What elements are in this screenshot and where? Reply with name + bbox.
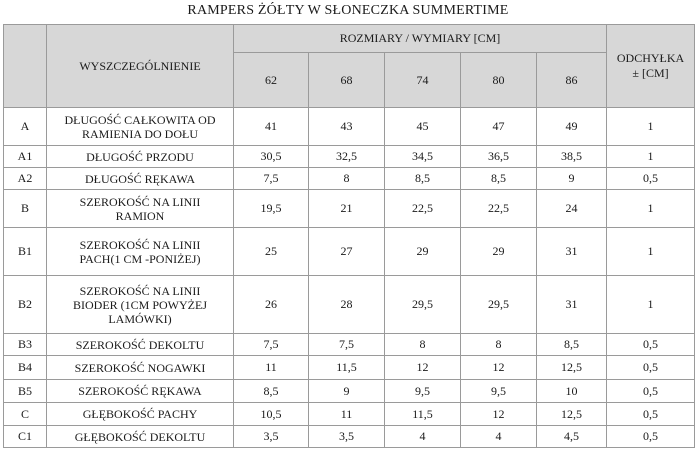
size-value-80: 8,5 [461,168,537,190]
size-value-62: 41 [234,108,309,146]
row-description [47,276,234,334]
row-description [47,228,234,276]
size-value-68: 28 [309,276,385,334]
row-code: B [4,190,47,228]
description-line: DŁUGOŚĆ CAŁKOWITA OD [64,112,216,127]
row-code: B3 [4,334,47,356]
row-code: B5 [4,380,47,403]
row-code: A2 [4,168,47,190]
table-row [4,334,695,356]
row-description [47,380,234,403]
row-tolerance: 1 [607,146,695,168]
row-code: C1 [4,426,47,448]
row-tolerance: 1 [607,108,695,146]
size-value-80: 29,5 [461,276,537,334]
size-value-68: 3,5 [309,426,385,448]
size-value-68: 9 [309,380,385,403]
table-row [4,276,695,334]
size-value-86: 31 [537,228,607,276]
size-header-86: 86 [537,53,607,108]
description-line: LAMÓWKI) [108,311,172,326]
table-row [4,108,695,146]
sizes-group-header: ROZMIARY / WYMIARY [CM] [234,25,607,53]
size-value-74: 22,5 [385,190,461,228]
size-value-86: 31 [537,276,607,334]
size-value-74: 34,5 [385,146,461,168]
table-row [4,190,695,228]
description-line: SZEROKOŚĆ NA LINII [79,237,201,252]
size-value-86: 9 [537,168,607,190]
size-value-62: 11 [234,356,309,380]
size-value-74: 4 [385,426,461,448]
size-header-68: 68 [309,53,385,108]
size-value-68: 27 [309,228,385,276]
size-value-74: 8,5 [385,168,461,190]
description-line: GŁĘBOKOŚĆ PACHY [82,407,198,421]
size-value-62: 7,5 [234,168,309,190]
row-tolerance: 1 [607,228,695,276]
table-row [4,426,695,448]
table-row [4,356,695,380]
row-description [47,356,234,380]
row-tolerance: 0,5 [607,168,695,190]
row-tolerance: 0,5 [607,380,695,403]
row-description [47,146,234,168]
size-value-80: 12 [461,403,537,426]
size-value-80: 9,5 [461,380,537,403]
tolerance-header-line1: ODCHYŁKA [616,51,685,65]
tolerance-column-header [607,25,695,108]
size-value-62: 19,5 [234,190,309,228]
size-header-80: 80 [461,53,537,108]
size-value-62: 25 [234,228,309,276]
size-value-86: 12,5 [537,403,607,426]
size-value-62: 30,5 [234,146,309,168]
size-value-74: 29 [385,228,461,276]
row-tolerance: 0,5 [607,426,695,448]
size-value-86: 38,5 [537,146,607,168]
description-line: SZEROKOŚĆ RĘKAWA [78,384,202,398]
row-description [47,108,234,146]
size-value-74: 12 [385,356,461,380]
size-table-body [4,108,695,448]
tolerance-header-line2: ± [CM] [632,66,669,80]
size-value-62: 8,5 [234,380,309,403]
row-tolerance: 1 [607,276,695,334]
description-line: SZEROKOŚĆ NA LINII [79,194,201,209]
size-value-62: 7,5 [234,334,309,356]
row-tolerance: 0,5 [607,356,695,380]
size-value-86: 12,5 [537,356,607,380]
size-value-68: 21 [309,190,385,228]
size-value-62: 3,5 [234,426,309,448]
size-value-68: 8 [309,168,385,190]
table-row [4,146,695,168]
size-value-62: 10,5 [234,403,309,426]
description-line: SZEROKOŚĆ NA LINII [79,283,201,298]
size-value-86: 24 [537,190,607,228]
row-code: A1 [4,146,47,168]
size-value-80: 4 [461,426,537,448]
description-line: BIODER (1CM POWYŻEJ [73,297,207,312]
size-value-86: 4,5 [537,426,607,448]
row-tolerance: 1 [607,190,695,228]
description-line: DŁUGOŚĆ RĘKAWA [84,171,196,186]
code-column-header [4,25,47,108]
description-line: RAMION [115,208,165,223]
row-description [47,426,234,448]
size-value-62: 26 [234,276,309,334]
row-code: B1 [4,228,47,276]
size-value-68: 43 [309,108,385,146]
description-line: PACH(1 CM -PONIŻEJ) [79,251,201,266]
size-value-68: 11,5 [309,356,385,380]
page-title: RAMPERS ŻÓŁTY W SŁONECZKA SUMMERTIME [187,3,509,18]
row-code: A [4,108,47,146]
description-line: RAMIENIA DO DOŁU [82,126,198,141]
size-header-62: 62 [234,53,309,108]
table-row [4,380,695,403]
description-line: SZEROKOŚĆ DEKOLTU [75,337,205,352]
row-description [47,190,234,228]
size-value-80: 22,5 [461,190,537,228]
row-description [47,403,234,426]
size-value-86: 49 [537,108,607,146]
size-value-80: 12 [461,356,537,380]
size-value-86: 8,5 [537,334,607,356]
description-column-header: WYSZCZEGÓLNIENIE [47,25,234,108]
size-value-74: 45 [385,108,461,146]
size-value-74: 29,5 [385,276,461,334]
size-value-74: 11,5 [385,403,461,426]
description-line: GŁĘBOKOŚĆ DEKOLTU [74,429,206,444]
size-value-80: 47 [461,108,537,146]
size-value-68: 32,5 [309,146,385,168]
table-row [4,228,695,276]
size-value-68: 7,5 [309,334,385,356]
row-code: B2 [4,276,47,334]
row-description [47,334,234,356]
size-value-80: 8 [461,334,537,356]
size-value-74: 9,5 [385,380,461,403]
size-value-68: 11 [309,403,385,426]
description-line: DŁUGOŚĆ PRZODU [86,149,194,164]
size-value-86: 10 [537,380,607,403]
row-code: B4 [4,356,47,380]
table-row [4,403,695,426]
row-tolerance: 0,5 [607,334,695,356]
size-value-80: 29 [461,228,537,276]
row-code: C [4,403,47,426]
size-value-74: 8 [385,334,461,356]
row-description [47,168,234,190]
size-value-80: 36,5 [461,146,537,168]
size-header-74: 74 [385,53,461,108]
description-line: SZEROKOŚĆ NOGAWKI [74,360,206,375]
table-row [4,168,695,190]
size-table [3,24,695,448]
row-tolerance: 0,5 [607,403,695,426]
